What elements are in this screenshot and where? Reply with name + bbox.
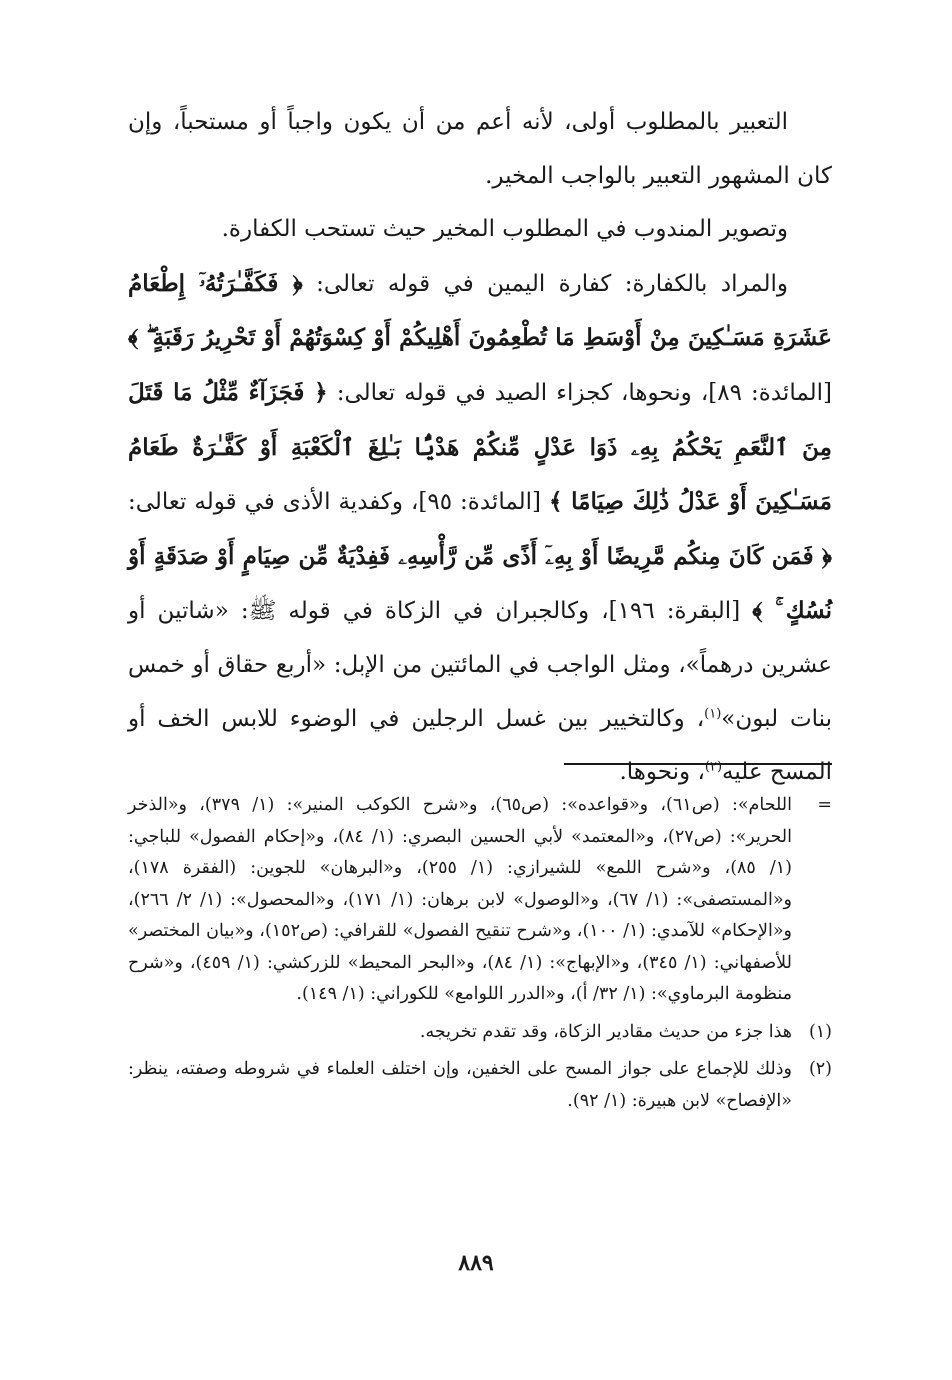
footnote-continuation xyxy=(128,790,832,1011)
main-text xyxy=(128,96,832,800)
reference-maidah-89: [المائدة: ٨٩]، ونحوها، كجزاء الصيد في قوله تعالى: xyxy=(327,379,833,406)
footnote-1 xyxy=(128,1017,832,1049)
paragraph-3-end: ، ونحوها. xyxy=(619,759,705,786)
quran-verse-maidah-89: ﴿ فَكَفَّـٰرَتُهُۥٓ إِطْعَامُ عَشَرَةِ مَسَـٰكِينَ مِنْ أَوْسَطِ مَا تُطْعِمُونَ أَهْلِيكُمْ أَوْ كِسْوَتُهُمْ أَوْ تَحْرِيرُ رَقَبَةٍ ۖ ﴾ xyxy=(128,269,832,352)
paragraph-3 xyxy=(128,257,832,800)
footnote-divider xyxy=(564,763,832,765)
footnote-marker-1: (١) xyxy=(704,705,722,721)
footnote-2 xyxy=(128,1054,832,1117)
footnotes xyxy=(128,790,832,1117)
continuation-mark: = xyxy=(817,795,832,815)
footnote-text: هذا جزء من حديث مقادير الزكاة، وقد تقدم تخريجه. xyxy=(419,1021,792,1042)
paragraph-3-intro: والمراد بالكفارة: كفارة اليمين في قوله تعالى: xyxy=(302,270,788,297)
footnote-number: (٢) xyxy=(808,1059,832,1079)
quran-verse-maidah-95: ﴿ فَجَزَآءٌ مِّثْلُ مَا قَتَلَ مِنَ ٱلنَّعَمِ يَحْكُمُ بِهِۦ ذَوَا عَدْلٍ مِّنكُمْ هَدْيًۢا بَـٰلِغَ ٱلْكَعْبَةِ أَوْ كَفَّـٰرَةٌ طَعَامُ مَسَـٰكِينَ أَوْ عَدْلُ ذَٰلِكَ صِيَامًا ﴾ xyxy=(128,378,833,516)
paragraph-2: وتصوير المندوب في المطلوب المخير حيث تستحب الكفارة. xyxy=(221,216,788,243)
reference-maidah-95: [المائدة: ٩٥]، وكفدية الأذى في قوله تعالى: xyxy=(128,489,549,516)
reference-baqarah-196: [البقرة: ١٩٦]، وكالجبران في الزكاة في قوله ﷺ: «شاتين أو عشرين درهماً»، ومثل الواجب في المائتين من الإبل: «أربع حقاق أو خمس بنات لبون» xyxy=(128,598,833,732)
footnote-marker-2: (٢) xyxy=(704,759,723,775)
quran-verse-baqarah-196: ﴿ فَمَن كَانَ مِنكُم مَّرِيضًا أَوْ بِهِۦٓ أَذًى مِّن رَّأْسِهِۦ فَفِدْيَةٌ مِّن صِيَامٍ أَوْ صَدَقَةٍ أَوْ نُسُكٍ ۚ ﴾ xyxy=(128,542,833,625)
paragraph-1: التعبير بالمطلوب أولى، لأنه أعم من أن يكون واجباً أو مستحباً، وإن كان المشهور التعبير بالواجب المخير. xyxy=(128,109,832,189)
page-number: ٨٨٩ xyxy=(458,1250,494,1276)
paragraph-3-continued: ، وكالتخيير بين غسل الرجلين في الوضوء للابس الخف أو المسح عليه xyxy=(128,705,832,786)
continuation-text: اللحام»: (ص٦١)، و«قواعده»: (ص٦٥)، و«شرح الكوكب المنير»: (١/ ٣٧٩)، و«الذخر الحرير»: (ص٢٧)، و«المعتمد» لأبي الحسين البصري: (١/ ٨٤)، و«إحكام الفصول» للباجي: (١/ ٨٥)، و«شرح اللمع» للشيرازي: (١/ ٢٥٥)، و«البرهان» للجوين: (الفقرة ١٧٨)، و«المستصفى»: (١/ ٦٧)، و«الوصول» لابن برهان: (١/ ١٧١)، و«المحصول»: (١/ ٢/ ٢٦٦)، و«الإحكام» للآمدي: (١/ ١٠٠)، و«شرح تنقيح الفصول» للقرافي: (ص١٥٢)، و«بيان المختصر» للأصفهاني: (١/ ٣٤٥)، و«الإبهاج»: (١/ ٨٤)، و«البحر المحيط» للزركشي: (١/ ٤٥٩)، و«شرح منظومة البرماوي»: (١/ ٣٢/ أ)، و«الدرر اللوامع» للكوراني: (١/ ١٤٩). xyxy=(128,795,792,1004)
footnote-number: (١) xyxy=(808,1021,832,1042)
footnote-text: وذلك للإجماع على جواز المسح على الخفين، وإن اختلف العلماء في شروطه وصفته، ينظر: «الإفصاح» لابن هبيرة: (١/ ٩٢). xyxy=(128,1059,792,1111)
